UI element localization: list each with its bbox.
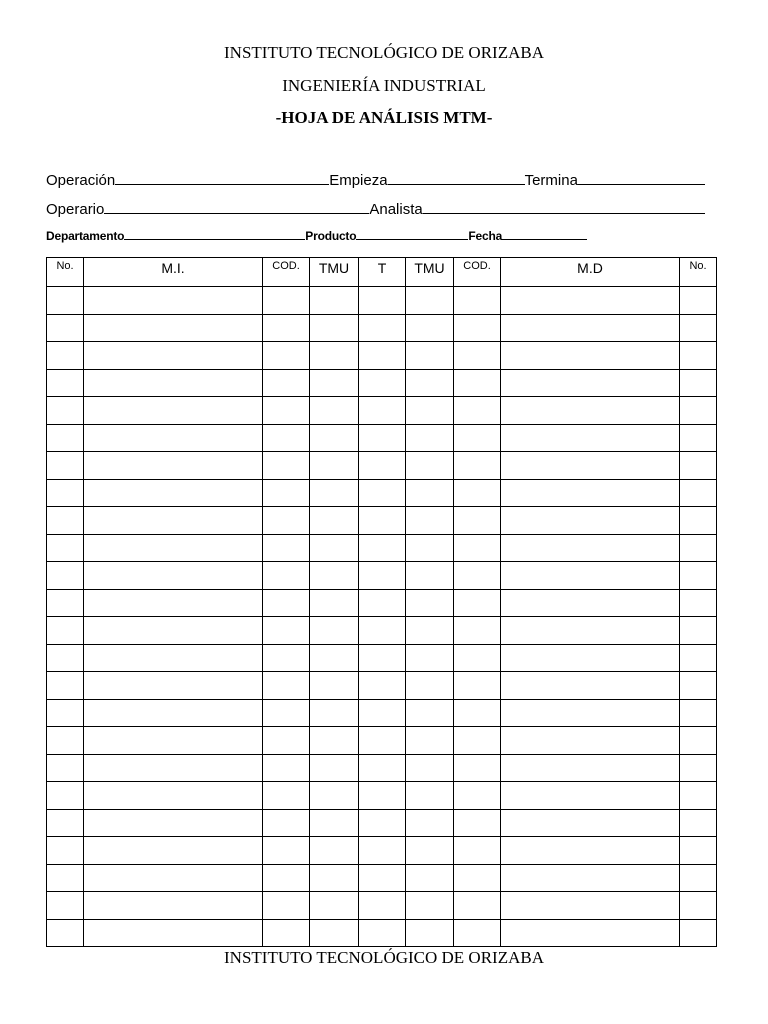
table-row bbox=[47, 287, 717, 315]
table-cell[interactable] bbox=[84, 369, 263, 397]
table-cell[interactable] bbox=[454, 754, 501, 782]
table-cell[interactable] bbox=[310, 782, 359, 810]
table-row bbox=[47, 919, 717, 947]
table-cell[interactable] bbox=[406, 342, 454, 370]
table-cell[interactable] bbox=[406, 562, 454, 590]
table-cell[interactable] bbox=[501, 892, 680, 920]
table-cell[interactable] bbox=[84, 864, 263, 892]
table-cell[interactable] bbox=[406, 507, 454, 535]
table-cell[interactable] bbox=[84, 644, 263, 672]
table-row bbox=[47, 589, 717, 617]
table-cell[interactable] bbox=[501, 727, 680, 755]
table-cell[interactable] bbox=[406, 397, 454, 425]
table-cell[interactable] bbox=[501, 837, 680, 865]
table-cell[interactable] bbox=[454, 479, 501, 507]
table-cell[interactable] bbox=[501, 699, 680, 727]
table-cell[interactable] bbox=[310, 314, 359, 342]
table-cell[interactable] bbox=[680, 864, 717, 892]
table-cell[interactable] bbox=[84, 342, 263, 370]
table-cell[interactable] bbox=[406, 534, 454, 562]
table-cell[interactable] bbox=[47, 837, 84, 865]
table-cell[interactable] bbox=[47, 727, 84, 755]
table-cell[interactable] bbox=[310, 369, 359, 397]
table-cell[interactable] bbox=[359, 699, 406, 727]
table-row bbox=[47, 424, 717, 452]
table-cell[interactable] bbox=[359, 672, 406, 700]
table-cell[interactable] bbox=[454, 424, 501, 452]
table-cell[interactable] bbox=[406, 314, 454, 342]
table-cell[interactable] bbox=[406, 424, 454, 452]
table-cell[interactable] bbox=[84, 424, 263, 452]
table-cell[interactable] bbox=[84, 534, 263, 562]
table-cell[interactable] bbox=[310, 342, 359, 370]
table-cell[interactable] bbox=[406, 919, 454, 947]
table-cell[interactable] bbox=[47, 644, 84, 672]
table-cell[interactable] bbox=[47, 617, 84, 645]
col-header-no-right: No. bbox=[680, 258, 717, 287]
table-cell[interactable] bbox=[359, 397, 406, 425]
table-cell[interactable] bbox=[84, 754, 263, 782]
table-cell[interactable] bbox=[263, 699, 310, 727]
col-header-cod-left: COD. bbox=[263, 258, 310, 287]
table-cell[interactable] bbox=[310, 507, 359, 535]
table-cell[interactable] bbox=[47, 782, 84, 810]
table-cell[interactable] bbox=[47, 314, 84, 342]
col-header-t: T bbox=[359, 258, 406, 287]
table-cell[interactable] bbox=[310, 287, 359, 315]
table-cell[interactable] bbox=[84, 287, 263, 315]
program-title: INGENIERÍA INDUSTRIAL bbox=[282, 76, 486, 95]
table-cell[interactable] bbox=[454, 342, 501, 370]
table-cell[interactable] bbox=[406, 617, 454, 645]
table-row bbox=[47, 644, 717, 672]
table-cell[interactable] bbox=[501, 479, 680, 507]
table-cell[interactable] bbox=[359, 809, 406, 837]
table-cell[interactable] bbox=[454, 287, 501, 315]
table-cell[interactable] bbox=[263, 314, 310, 342]
table-row bbox=[47, 864, 717, 892]
table-cell[interactable] bbox=[263, 617, 310, 645]
table-cell[interactable] bbox=[47, 864, 84, 892]
table-cell[interactable] bbox=[263, 864, 310, 892]
table-cell[interactable] bbox=[263, 534, 310, 562]
table-cell[interactable] bbox=[406, 369, 454, 397]
table-cell[interactable] bbox=[406, 479, 454, 507]
table-cell[interactable] bbox=[263, 287, 310, 315]
table-cell[interactable] bbox=[47, 672, 84, 700]
table-cell[interactable] bbox=[359, 342, 406, 370]
table-cell[interactable] bbox=[406, 809, 454, 837]
fecha-blank[interactable] bbox=[502, 229, 587, 240]
table-cell[interactable] bbox=[84, 782, 263, 810]
table-cell[interactable] bbox=[680, 617, 717, 645]
table-cell[interactable] bbox=[310, 562, 359, 590]
table-cell[interactable] bbox=[680, 809, 717, 837]
table-cell[interactable] bbox=[359, 644, 406, 672]
table-cell[interactable] bbox=[454, 452, 501, 480]
table-cell[interactable] bbox=[501, 369, 680, 397]
table-cell[interactable] bbox=[263, 727, 310, 755]
table-cell[interactable] bbox=[47, 424, 84, 452]
table-row bbox=[47, 342, 717, 370]
table-row bbox=[47, 479, 717, 507]
table-cell[interactable] bbox=[454, 314, 501, 342]
table-cell[interactable] bbox=[680, 342, 717, 370]
table-cell[interactable] bbox=[501, 507, 680, 535]
table-row bbox=[47, 754, 717, 782]
table-cell[interactable] bbox=[47, 699, 84, 727]
table-cell[interactable] bbox=[359, 754, 406, 782]
table-cell[interactable] bbox=[501, 342, 680, 370]
table-cell[interactable] bbox=[501, 809, 680, 837]
table-cell[interactable] bbox=[359, 534, 406, 562]
departamento-label: Departamento bbox=[46, 229, 125, 243]
table-cell[interactable] bbox=[47, 534, 84, 562]
table-cell[interactable] bbox=[680, 369, 717, 397]
table-cell[interactable] bbox=[680, 892, 717, 920]
table-cell[interactable] bbox=[263, 644, 310, 672]
table-cell[interactable] bbox=[84, 727, 263, 755]
table-cell[interactable] bbox=[310, 617, 359, 645]
table-cell[interactable] bbox=[263, 369, 310, 397]
table-cell[interactable] bbox=[359, 479, 406, 507]
table-cell[interactable] bbox=[84, 452, 263, 480]
table-cell[interactable] bbox=[310, 644, 359, 672]
form-line-operacion bbox=[46, 171, 705, 189]
termina-blank[interactable] bbox=[578, 171, 705, 185]
table-cell[interactable] bbox=[406, 672, 454, 700]
form-line-departamento bbox=[46, 229, 587, 243]
table-cell[interactable] bbox=[406, 452, 454, 480]
table-cell[interactable] bbox=[454, 809, 501, 837]
table-cell[interactable] bbox=[359, 424, 406, 452]
departamento-blank[interactable] bbox=[124, 229, 305, 240]
table-row bbox=[47, 727, 717, 755]
table-cell[interactable] bbox=[47, 809, 84, 837]
operario-label: Operario bbox=[46, 201, 105, 218]
col-header-no-left: No. bbox=[47, 258, 84, 287]
table-cell[interactable] bbox=[680, 397, 717, 425]
table-cell[interactable] bbox=[454, 699, 501, 727]
table-cell[interactable] bbox=[263, 919, 310, 947]
table-cell[interactable] bbox=[501, 397, 680, 425]
table-cell[interactable] bbox=[680, 507, 717, 535]
mtm-analysis-table bbox=[46, 257, 717, 947]
table-row bbox=[47, 314, 717, 342]
col-header-tmu-right: TMU bbox=[406, 258, 454, 287]
table-cell[interactable] bbox=[406, 287, 454, 315]
table-row bbox=[47, 397, 717, 425]
table-cell[interactable] bbox=[406, 699, 454, 727]
table-cell[interactable] bbox=[47, 397, 84, 425]
table-cell[interactable] bbox=[84, 562, 263, 590]
table-row bbox=[47, 837, 717, 865]
table-cell[interactable] bbox=[359, 617, 406, 645]
table-row bbox=[47, 534, 717, 562]
table-cell[interactable] bbox=[454, 507, 501, 535]
table-cell[interactable] bbox=[310, 809, 359, 837]
operacion-blank[interactable] bbox=[115, 171, 329, 185]
table-cell[interactable] bbox=[501, 754, 680, 782]
table-cell[interactable] bbox=[680, 314, 717, 342]
table-cell[interactable] bbox=[454, 369, 501, 397]
table-cell[interactable] bbox=[454, 589, 501, 617]
table-cell[interactable] bbox=[47, 452, 84, 480]
producto-blank[interactable] bbox=[356, 229, 468, 240]
table-cell[interactable] bbox=[263, 782, 310, 810]
table-cell[interactable] bbox=[263, 397, 310, 425]
table-row bbox=[47, 562, 717, 590]
table-cell[interactable] bbox=[263, 837, 310, 865]
table-cell[interactable] bbox=[501, 617, 680, 645]
table-cell[interactable] bbox=[406, 864, 454, 892]
table-cell[interactable] bbox=[680, 452, 717, 480]
table-cell[interactable] bbox=[84, 617, 263, 645]
operario-blank[interactable] bbox=[104, 200, 369, 214]
table-cell[interactable] bbox=[47, 507, 84, 535]
table-cell[interactable] bbox=[263, 479, 310, 507]
table-cell[interactable] bbox=[310, 754, 359, 782]
table-cell[interactable] bbox=[501, 562, 680, 590]
table-cell[interactable] bbox=[680, 424, 717, 452]
table-cell[interactable] bbox=[680, 727, 717, 755]
table-cell[interactable] bbox=[406, 892, 454, 920]
table-cell[interactable] bbox=[501, 589, 680, 617]
table-cell[interactable] bbox=[84, 809, 263, 837]
table-cell[interactable] bbox=[680, 562, 717, 590]
table-cell[interactable] bbox=[454, 782, 501, 810]
table-cell[interactable] bbox=[47, 754, 84, 782]
table-row bbox=[47, 452, 717, 480]
analista-label: Analista bbox=[369, 201, 423, 218]
table-cell[interactable] bbox=[263, 424, 310, 452]
table-cell[interactable] bbox=[680, 699, 717, 727]
table-cell[interactable] bbox=[680, 534, 717, 562]
table-cell[interactable] bbox=[454, 864, 501, 892]
form-line-operario bbox=[46, 200, 705, 218]
table-cell[interactable] bbox=[263, 754, 310, 782]
table-cell[interactable] bbox=[359, 562, 406, 590]
table-row bbox=[47, 892, 717, 920]
table-cell[interactable] bbox=[454, 919, 501, 947]
table-cell[interactable] bbox=[454, 617, 501, 645]
table-cell[interactable] bbox=[406, 589, 454, 617]
table-cell[interactable] bbox=[84, 919, 263, 947]
table-cell[interactable] bbox=[454, 644, 501, 672]
table-cell[interactable] bbox=[84, 589, 263, 617]
table-cell[interactable] bbox=[47, 287, 84, 315]
table-header-row bbox=[47, 258, 717, 287]
table-cell[interactable] bbox=[359, 507, 406, 535]
table-cell[interactable] bbox=[454, 562, 501, 590]
table-cell[interactable] bbox=[454, 534, 501, 562]
table-cell[interactable] bbox=[680, 782, 717, 810]
table-cell[interactable] bbox=[310, 424, 359, 452]
table-cell[interactable] bbox=[454, 837, 501, 865]
table-cell[interactable] bbox=[501, 644, 680, 672]
table-cell[interactable] bbox=[680, 644, 717, 672]
producto-label: Producto bbox=[305, 229, 357, 243]
table-cell[interactable] bbox=[359, 892, 406, 920]
table-row bbox=[47, 699, 717, 727]
termina-label: Termina bbox=[524, 172, 578, 189]
analista-blank[interactable] bbox=[423, 200, 705, 214]
table-cell[interactable] bbox=[501, 314, 680, 342]
operacion-label: Operación bbox=[46, 172, 116, 189]
table-cell[interactable] bbox=[454, 892, 501, 920]
table-cell[interactable] bbox=[47, 342, 84, 370]
table-cell[interactable] bbox=[406, 754, 454, 782]
table-row bbox=[47, 809, 717, 837]
table-cell[interactable] bbox=[359, 782, 406, 810]
table-cell[interactable] bbox=[680, 589, 717, 617]
table-cell[interactable] bbox=[680, 479, 717, 507]
table-cell[interactable] bbox=[263, 507, 310, 535]
table-cell[interactable] bbox=[263, 892, 310, 920]
table-row bbox=[47, 782, 717, 810]
table-cell[interactable] bbox=[84, 314, 263, 342]
table-cell[interactable] bbox=[47, 369, 84, 397]
table-cell[interactable] bbox=[454, 397, 501, 425]
table-cell[interactable] bbox=[263, 589, 310, 617]
table-cell[interactable] bbox=[501, 452, 680, 480]
table-cell[interactable] bbox=[84, 507, 263, 535]
table-row bbox=[47, 672, 717, 700]
table-cell[interactable] bbox=[359, 727, 406, 755]
table-cell[interactable] bbox=[359, 589, 406, 617]
table-cell[interactable] bbox=[501, 287, 680, 315]
table-cell[interactable] bbox=[47, 892, 84, 920]
table-cell[interactable] bbox=[501, 919, 680, 947]
table-cell[interactable] bbox=[680, 672, 717, 700]
table-cell[interactable] bbox=[47, 562, 84, 590]
table-cell[interactable] bbox=[310, 479, 359, 507]
table-cell[interactable] bbox=[84, 892, 263, 920]
table-cell[interactable] bbox=[310, 837, 359, 865]
table-cell[interactable] bbox=[501, 424, 680, 452]
table-cell[interactable] bbox=[47, 919, 84, 947]
table-cell[interactable] bbox=[680, 919, 717, 947]
table-cell[interactable] bbox=[310, 672, 359, 700]
table-cell[interactable] bbox=[406, 782, 454, 810]
table-cell[interactable] bbox=[47, 589, 84, 617]
table-cell[interactable] bbox=[359, 919, 406, 947]
col-header-md: M.D bbox=[501, 258, 680, 287]
table-cell[interactable] bbox=[84, 479, 263, 507]
col-header-cod-right: COD. bbox=[454, 258, 501, 287]
table-cell[interactable] bbox=[454, 672, 501, 700]
table-cell[interactable] bbox=[310, 397, 359, 425]
table-cell[interactable] bbox=[310, 919, 359, 947]
institution-title: INSTITUTO TECNOLÓGICO DE ORIZABA bbox=[224, 43, 544, 62]
empieza-blank[interactable] bbox=[388, 171, 525, 185]
table-cell[interactable] bbox=[84, 837, 263, 865]
table-cell[interactable] bbox=[47, 479, 84, 507]
table-cell[interactable] bbox=[84, 397, 263, 425]
empieza-label: Empieza bbox=[329, 172, 388, 189]
footer-institution: INSTITUTO TECNOLÓGICO DE ORIZABA bbox=[224, 948, 544, 967]
table-cell[interactable] bbox=[359, 369, 406, 397]
table-cell[interactable] bbox=[263, 342, 310, 370]
table-cell[interactable] bbox=[501, 782, 680, 810]
table-cell[interactable] bbox=[406, 727, 454, 755]
table-cell[interactable] bbox=[310, 589, 359, 617]
table-row bbox=[47, 369, 717, 397]
table-cell[interactable] bbox=[680, 837, 717, 865]
col-header-tmu-left: TMU bbox=[310, 258, 359, 287]
table-cell[interactable] bbox=[310, 699, 359, 727]
table-cell[interactable] bbox=[263, 562, 310, 590]
col-header-mi: M.I. bbox=[84, 258, 263, 287]
table-cell[interactable] bbox=[84, 699, 263, 727]
table-cell[interactable] bbox=[359, 864, 406, 892]
table-cell[interactable] bbox=[359, 287, 406, 315]
fecha-label: Fecha bbox=[468, 229, 503, 243]
table-cell[interactable] bbox=[359, 314, 406, 342]
table-cell[interactable] bbox=[406, 837, 454, 865]
table-cell[interactable] bbox=[501, 672, 680, 700]
table-cell[interactable] bbox=[359, 452, 406, 480]
sheet-title: -HOJA DE ANÁLISIS MTM- bbox=[275, 108, 493, 127]
table-row bbox=[47, 507, 717, 535]
table-row bbox=[47, 617, 717, 645]
table-cell[interactable] bbox=[501, 864, 680, 892]
table-cell[interactable] bbox=[501, 534, 680, 562]
table-cell[interactable] bbox=[406, 644, 454, 672]
table-cell[interactable] bbox=[310, 534, 359, 562]
table-cell[interactable] bbox=[680, 754, 717, 782]
table-cell[interactable] bbox=[680, 287, 717, 315]
table-cell[interactable] bbox=[263, 809, 310, 837]
table-cell[interactable] bbox=[263, 452, 310, 480]
table-cell[interactable] bbox=[263, 672, 310, 700]
table-cell[interactable] bbox=[84, 672, 263, 700]
table-cell[interactable] bbox=[310, 892, 359, 920]
table-cell[interactable] bbox=[454, 727, 501, 755]
table-cell[interactable] bbox=[310, 864, 359, 892]
table-cell[interactable] bbox=[310, 727, 359, 755]
table-cell[interactable] bbox=[359, 837, 406, 865]
table-cell[interactable] bbox=[310, 452, 359, 480]
